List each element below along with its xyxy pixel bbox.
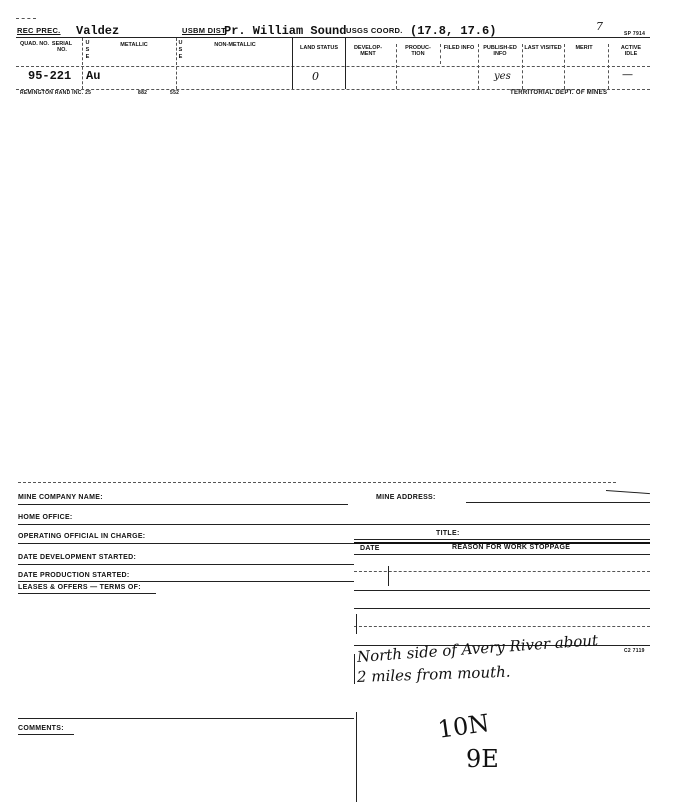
col-use-metallic: U S E bbox=[85, 40, 90, 60]
rec-prec-value: Valdez bbox=[76, 24, 120, 38]
reason-col-header: REASON FOR WORK STOPPAGE bbox=[452, 544, 571, 551]
top-rule-left bbox=[16, 18, 36, 19]
sep-1 bbox=[82, 38, 83, 89]
home-office-label: HOME OFFICE: bbox=[18, 514, 73, 521]
date-development-line bbox=[18, 564, 354, 565]
sep-7 bbox=[478, 44, 479, 89]
location-note-line-1: North side of Avery River about bbox=[356, 631, 599, 666]
operating-official-label: OPERATING OFFICIAL IN CHARGE: bbox=[18, 533, 146, 540]
footer-num-1: 882 bbox=[138, 90, 148, 96]
col-non-metallic: NON-METALLIC bbox=[214, 42, 256, 48]
printer-footer: REMINGTON RAND INC. 25 bbox=[20, 90, 92, 96]
col-production: PRODUC-TION bbox=[405, 45, 431, 57]
published-info-value: yes bbox=[494, 71, 511, 82]
sep-9 bbox=[564, 44, 565, 89]
col-serial-no: SERIAL NO. bbox=[51, 41, 73, 53]
col-published-info: PUBLISH-ED INFO bbox=[483, 45, 517, 57]
stoppage-row-4 bbox=[354, 626, 650, 627]
grid-ref-line-1: 10N bbox=[436, 708, 491, 744]
usgs-coord-label: USGS COORD. bbox=[346, 26, 403, 35]
footer-num-2: 552 bbox=[170, 90, 180, 96]
metallic-value: Au bbox=[86, 69, 101, 83]
stoppage-row-2 bbox=[354, 590, 650, 591]
corner-code: SP 7914 bbox=[624, 31, 646, 37]
stoppage-row-3 bbox=[354, 608, 650, 609]
mine-address-label: MINE ADDRESS: bbox=[376, 494, 436, 501]
date-production-line bbox=[18, 581, 354, 582]
col-active-idle: ACTIVE IDLE bbox=[620, 45, 642, 57]
date-production-label: DATE PRODUCTION STARTED: bbox=[18, 572, 130, 579]
territorial-dept: TERRITORIAL DEPT. OF MINES bbox=[510, 90, 608, 96]
form-top-rule bbox=[18, 482, 616, 483]
stoppage-col-sep-2 bbox=[356, 614, 357, 634]
title-line bbox=[354, 539, 650, 540]
grid-ref-line-2: 9E bbox=[466, 745, 499, 773]
col-metallic: METALLIC bbox=[120, 42, 148, 48]
col-merit: MERIT bbox=[575, 45, 593, 51]
column-header-rule bbox=[16, 66, 650, 67]
home-office-line bbox=[18, 524, 650, 525]
col-use-nonmetallic: U S E bbox=[178, 40, 183, 60]
note-left-rule bbox=[354, 654, 355, 684]
comments-right-rule bbox=[356, 712, 357, 802]
sep-6 bbox=[440, 44, 441, 64]
col-quad-no: QUAD. NO. bbox=[20, 41, 50, 47]
date-col-header: DATE bbox=[360, 545, 380, 552]
rec-prec-label: REC PREC. bbox=[17, 26, 61, 35]
sep-5 bbox=[396, 44, 397, 89]
stoppage-header-rule bbox=[354, 554, 650, 555]
sep-4 bbox=[345, 38, 346, 89]
mine-address-line bbox=[466, 502, 650, 503]
mine-company-name-line bbox=[18, 504, 348, 505]
sep-2 bbox=[176, 38, 177, 89]
usgs-coord-value: (17.8, 17.6) bbox=[410, 24, 497, 38]
operating-official-line bbox=[18, 543, 354, 544]
leases-offers-label: LEASES & OFFERS — TERMS OF: bbox=[18, 584, 141, 591]
mine-company-name-label: MINE COMPANY NAME: bbox=[18, 494, 103, 501]
col-development: DEVELOP-MENT bbox=[353, 45, 383, 57]
quad-serial-value: 95-221 bbox=[28, 69, 72, 83]
leases-underline bbox=[18, 593, 156, 594]
title-label: TITLE: bbox=[436, 530, 460, 537]
land-status-value: 0 bbox=[312, 70, 319, 83]
corner-mark: 7 bbox=[596, 20, 603, 33]
col-last-visited: LAST VISITED bbox=[524, 45, 562, 51]
comments-top-rule bbox=[18, 718, 354, 719]
col-land-status: LAND STATUS bbox=[300, 45, 338, 51]
usbm-dist-value: Pr. William Sound bbox=[224, 24, 347, 38]
comments-underline bbox=[18, 734, 74, 735]
stoppage-row-1 bbox=[354, 571, 650, 572]
stoppage-col-sep bbox=[388, 566, 389, 586]
comments-label: COMMENTS: bbox=[18, 725, 64, 732]
active-idle-value: — bbox=[622, 68, 633, 81]
location-note-line-2: 2 miles from mouth. bbox=[356, 662, 511, 686]
corner-stroke bbox=[606, 490, 650, 494]
usbm-dist-label: USBM DIST bbox=[182, 26, 226, 35]
date-development-label: DATE DEVELOPMENT STARTED: bbox=[18, 554, 137, 561]
sep-8 bbox=[522, 44, 523, 89]
col-filed-info: FILED INFO bbox=[443, 45, 475, 51]
small-code: C2 7119 bbox=[624, 648, 645, 654]
sep-10 bbox=[608, 44, 609, 89]
sep-3 bbox=[292, 38, 293, 89]
